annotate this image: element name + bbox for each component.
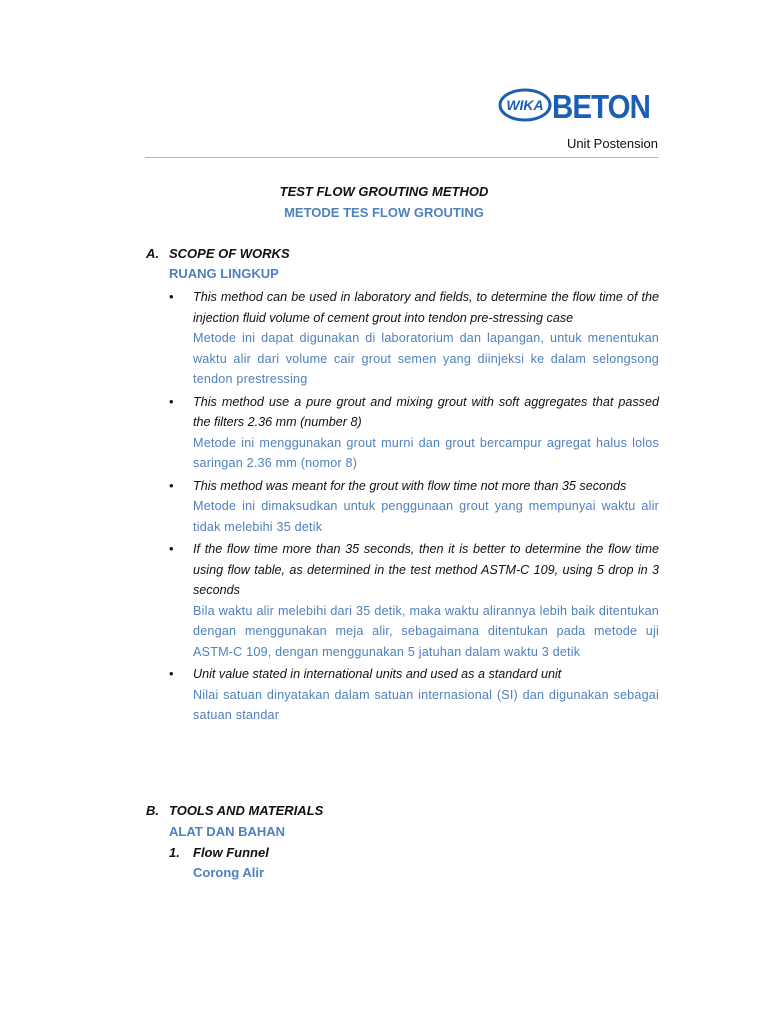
section-b-title: TOOLS AND MATERIALS (169, 803, 324, 818)
list-item (169, 664, 659, 726)
unit-label: Unit Postension (566, 136, 658, 151)
bullet-text-id: Metode ini dapat digunakan di laboratorium dan lapangan, untuk menentukan waktu alir dari volume cair grout semen yang diinjeksi ke dalam selongsong tendon prestressing (193, 331, 659, 386)
list-item (169, 476, 659, 538)
item-title-en: Flow Funnel (193, 845, 269, 860)
section-a-letter: A. (146, 246, 159, 261)
logo-beton-text: BETON (552, 88, 650, 124)
list-item (169, 392, 659, 474)
section-a-title: SCOPE OF WORKS (169, 246, 290, 261)
list-item (169, 287, 659, 390)
bullet-icon: • (169, 666, 174, 681)
bullet-icon: • (169, 541, 174, 556)
bullet-text-en: Unit value stated in international units and used as a standard unit (193, 667, 562, 681)
bullet-icon: • (169, 477, 174, 493)
bullet-icon: • (169, 289, 174, 304)
bullet-text-id: Metode ini dimaksudkan untuk penggunaan grout yang mempunyai waktu alir tidak melebihi 35 detik (193, 499, 659, 534)
bullet-text-id: Metode ini menggunakan grout murni dan grout bercampur agregat halus lolos saringan 2.36 mm (nomor 8) (193, 435, 659, 470)
list-item (169, 539, 659, 662)
bullet-icon: • (169, 393, 174, 409)
page-title-translation: METODE TES FLOW GROUTING (284, 205, 484, 220)
section-b-letter: B. (146, 803, 159, 818)
bullet-text-id: Nilai satuan dinyatakan dalam satuan internasional (SI) dan digunakan sebagai satuan standar (193, 687, 659, 722)
bullet-text-en: This method was meant for the grout with flow time not more than 35 seconds (193, 478, 627, 493)
scope-bullet-list (169, 287, 659, 728)
header-divider (145, 157, 659, 158)
item-number: 1. (169, 845, 180, 860)
bullet-text-en: This method can be used in laboratory and fields, to determine the flow time of the injection fluid volume of cement grout into tendon pre-stressing case (193, 290, 659, 325)
wika-beton-logo (498, 86, 652, 124)
bullet-text-en: This method use a pure grout and mixing grout with soft aggregates that passed the filters 2.36 mm (number 8) (193, 394, 659, 429)
item-title-id: Corong Alir (193, 865, 265, 880)
section-b-subtitle: ALAT DAN BAHAN (169, 824, 286, 839)
bullet-text-id: Bila waktu alir melebihi dari 35 detik, maka waktu alirannya lebih baik ditentukan dengan menggunakan meja alir, sebagaimana ditentukan pada metode uji ASTM-C 109, dengan menggunakan 5 jatuhan dalam waktu 3 detik (193, 603, 659, 659)
page-title: TEST FLOW GROUTING METHOD (279, 184, 489, 199)
bullet-text-en: If the flow time more than 35 seconds, then it is better to determine the flow time using flow table, as determined in the test method ASTM-C 109, using 5 drop in 3 seconds (193, 542, 659, 597)
section-a-subtitle: RUANG LINGKUP (169, 266, 279, 281)
logo-wika-text: WIKA (506, 97, 544, 113)
